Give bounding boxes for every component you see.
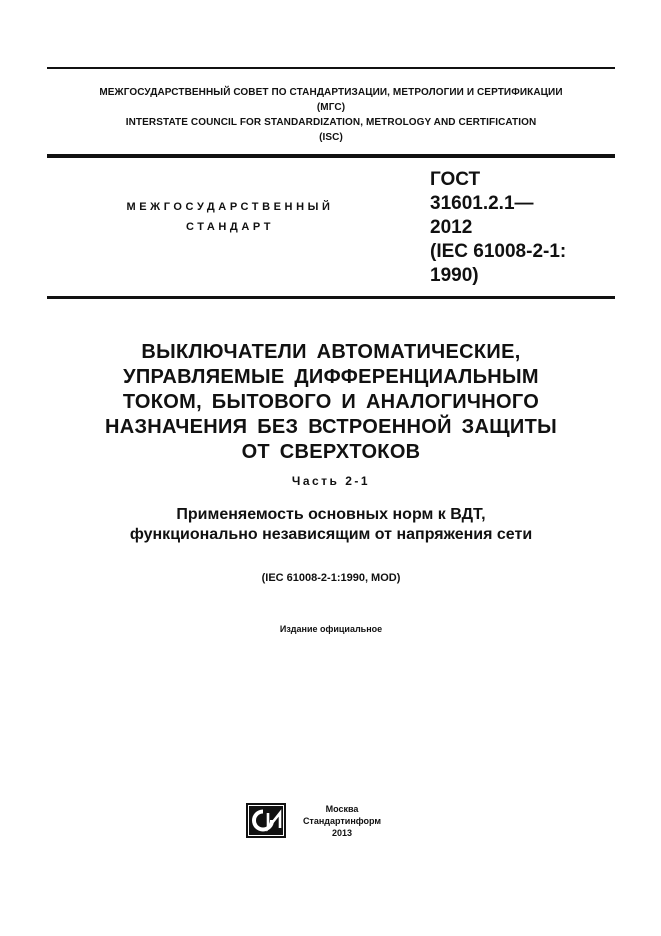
part-subtitle [47, 505, 615, 545]
document-title [47, 340, 615, 465]
title-line: НАЗНАЧЕНИЯ БЕЗ ВСТРОЕННОЙ ЗАЩИТЫ [104, 416, 558, 438]
title-line: ТОКОМ, БЫТОВОГО И АНАЛОГИЧНОГО [122, 391, 540, 413]
publisher-info [302, 803, 382, 839]
publisher-year: 2013 [331, 828, 353, 838]
gost-designation [430, 168, 566, 288]
gost-prefix: ГОСТ [430, 169, 481, 190]
designation-rule-thick [47, 296, 615, 299]
council-abbr-ru: (МГС) [316, 102, 346, 113]
gost-number: 31601.2.1— [430, 193, 534, 214]
gost-year: 2012 [430, 217, 473, 238]
council-name-en: INTERSTATE COUNCIL FOR STANDARDIZATION, METROLOGY AND CERTIFICATION [125, 117, 537, 128]
council-header [47, 85, 615, 145]
edition-note: Издание официальное [279, 624, 383, 634]
top-rule-thin [47, 67, 615, 69]
standard-type-line-1: МЕЖГОСУДАРСТВЕННЫЙ [126, 201, 334, 213]
standartinform-logo-icon [246, 803, 286, 838]
subtitle-line: функционально независящим от напряжения сети [129, 526, 533, 543]
publisher-city: Москва [325, 804, 359, 814]
council-name-ru: МЕЖГОСУДАРСТВЕННЫЙ СОВЕТ ПО СТАНДАРТИЗАЦИИ, МЕТРОЛОГИИ И СЕРТИФИКАЦИИ [99, 87, 563, 98]
title-line: ОТ СВЕРХТОКОВ [241, 441, 421, 463]
subtitle-line: Применяемость основных норм к ВДТ, [176, 506, 486, 523]
header-rule-thick [47, 154, 615, 158]
title-line: УПРАВЛЯЕМЫЕ ДИФФЕРЕНЦИАЛЬНЫМ [123, 366, 539, 388]
publisher-name: Стандартинформ [302, 816, 382, 826]
iec-reference: (IEC 61008-2-1:1990, MOD) [261, 572, 401, 584]
gost-iec-2: 1990) [430, 265, 479, 286]
part-label: Часть 2-1 [291, 474, 371, 488]
council-abbr-en: (ISC) [319, 132, 343, 143]
standard-type [80, 197, 380, 237]
standard-type-line-2: СТАНДАРТ [185, 221, 275, 233]
gost-iec-1: (IEC 61008-2-1: [430, 241, 567, 262]
title-line: ВЫКЛЮЧАТЕЛИ АВТОМАТИЧЕСКИЕ, [141, 341, 521, 363]
